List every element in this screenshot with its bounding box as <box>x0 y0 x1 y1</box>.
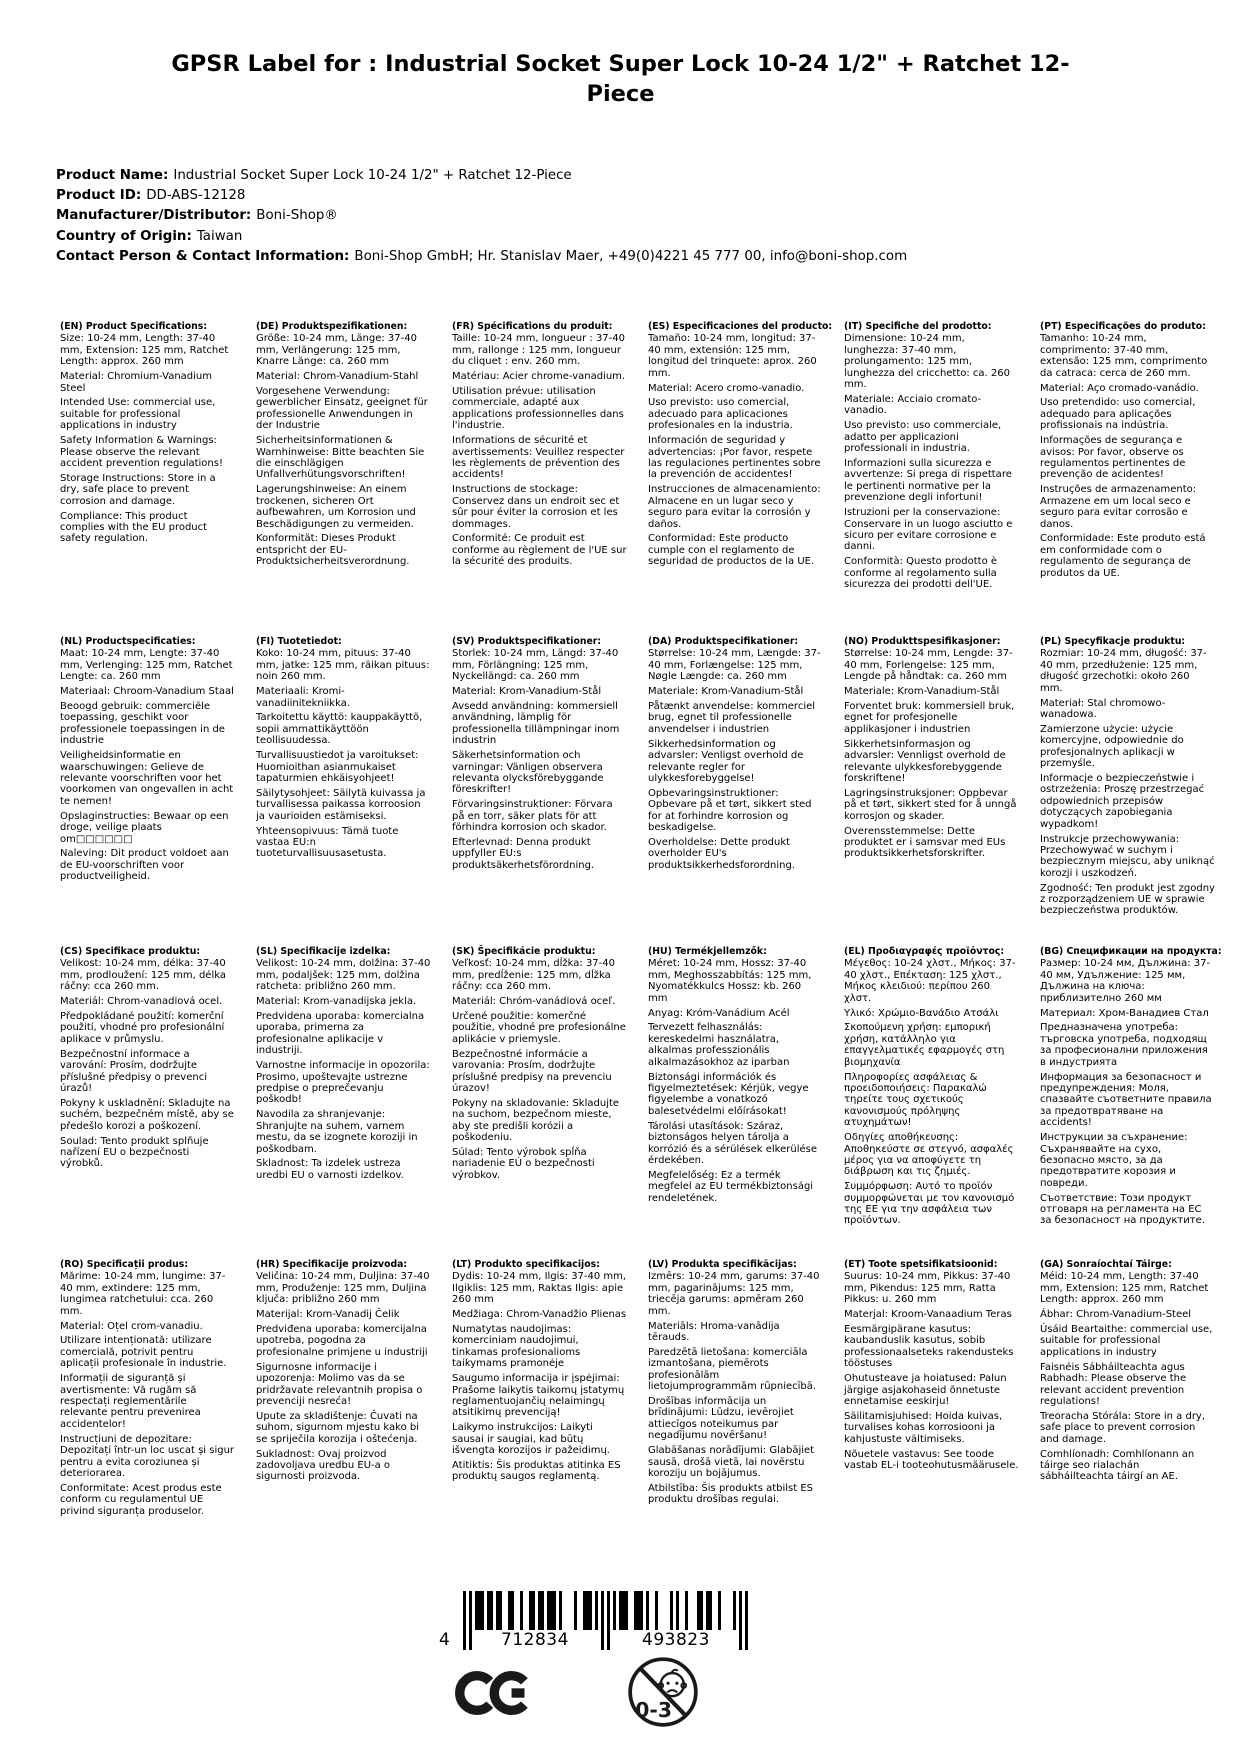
section-paragraph: Opbevaringsinstruktioner: Opbevare på et tørt, sikkert sted for at forhindre korrosion og beskadigelse. <box>648 787 812 834</box>
section-heading: (HR) Specifikacije proizvoda: <box>256 1259 408 1270</box>
section-paragraph: Material: Chromium-Vanadium Steel <box>60 371 212 394</box>
section-paragraph: Tárolási utasítások: Száraz, biztonságos helyen tárolja a korrózió és a sérülések elkerülése érdekében. <box>648 1120 818 1166</box>
section-paragraph: Veiligheidsinformatie en waarschuwingen: Gelieve de relevante voorschriften voor het voorkomen van ongevallen in acht te nemen! <box>60 750 234 807</box>
section-paragraph: Súlad: Tento výrobok spĺňa nariadenie EÚ o bezpečnosti výrobkov. <box>452 1147 595 1181</box>
section-paragraph: Material: Aço cromado-vanádio. <box>1040 382 1199 394</box>
section-paragraph: Sikkerhetsinformasjon og advarsler: Vennligst overhold de relevante ulykkesforebyggende forskriftene! <box>844 738 1006 784</box>
section-paragraph: Treoracha Stórála: Store in a dry, safe place to prevent corrosion and damage. <box>1040 1410 1206 1445</box>
section-paragraph: Materjal: Kroom-Vanaadium Teras <box>844 1309 1012 1321</box>
lang-section-NO <box>844 636 1019 946</box>
lang-section-PL <box>1040 636 1215 946</box>
section-paragraph: Dimensione: 10-24 mm, lunghezza: 37-40 mm, prolungamento: 125 mm, lunghezza del cricchetto: ca. 260 mm. <box>844 333 1011 391</box>
section-paragraph: Drošības informācija un brīdinājumi: Lūdzu, ievērojiet attiecīgos noteikumus par negadījumu novēršanu! <box>648 1395 794 1442</box>
section-paragraph: Υλικό: Χρώμιο-Βανάδιο Ατσάλι <box>844 1007 999 1019</box>
section-paragraph: Size: 10-24 mm, Length: 37-40 mm, Extension: 125 mm, Ratchet Length: approx. 260 mm <box>60 333 229 368</box>
section-paragraph: Tervezett felhasználás: kereskedelmi használatra, alkalmas professzionális alkalmazásokhoz az iparban <box>648 1022 790 1068</box>
lang-section-GA <box>1040 1259 1215 1521</box>
section-paragraph: Faisnéis Sábháilteachta agus Rabhadh: Please observe the relevant accident prevention regulations! <box>1040 1361 1187 1407</box>
barcode-first-digit: 4 <box>439 1630 450 1650</box>
info-row-manufacturer <box>56 206 1201 226</box>
section-paragraph: Atbilstība: Šis produkts atbilst ES produktu drošības regulai. <box>648 1482 814 1506</box>
age-warning-icon <box>626 1655 700 1729</box>
section-paragraph: Conformidade: Este produto está em conformidade com o regulamento de segurança de produtos da UE. <box>1040 533 1206 579</box>
section-paragraph: Velikost: 10-24 mm, dolžina: 37-40 mm, podaljšek: 125 mm, dolžina ratcheta: približno 260 mm. <box>256 958 431 993</box>
section-paragraph: Información de seguridad y advertencias: ¡Por favor, respete las regulaciones pertinentes sobre la prevención de accidentes! <box>648 435 821 481</box>
section-paragraph: Conformità: Questo prodotto è conforme al regolamento sulla sicurezza dei prodotti dell'UE. <box>844 556 998 591</box>
lang-section-IT <box>844 321 1019 636</box>
section-paragraph: Materiāls: Hroma-vanādija tērauds. <box>648 1320 780 1343</box>
section-paragraph: Informations de sécurité et avertissements: Veuillez respecter les règlements de prévention des accidents! <box>452 435 625 481</box>
ean-barcode <box>439 1591 748 1651</box>
section-paragraph: Säilitamisjuhised: Hoida kuivas, turvalises kohas korrosiooni ja kahjustuste vältimiseks. <box>844 1410 1003 1445</box>
info-value: Boni-Shop® <box>256 208 338 224</box>
section-paragraph: Yhteensopivuus: Tämä tuote vastaa EU:n tuoteturvallisuusasetusta. <box>256 825 399 860</box>
lang-section-FR <box>452 321 627 636</box>
lang-section-NL <box>60 636 235 946</box>
section-paragraph: Uso previsto: uso commerciale, adatto per applicazioni professionali in industria. <box>844 420 1002 455</box>
section-paragraph: Matériau: Acier chrome-vanadium. <box>452 371 626 383</box>
section-paragraph: Eesmärgipärane kasutus: kaubanduslik kasutus, sobib professionaalseteks rakendusteks tööstuses <box>844 1324 1014 1370</box>
section-heading: (DE) Produktspezifikationen: <box>256 321 408 332</box>
ce-mark-icon <box>454 1664 536 1722</box>
info-row-country <box>56 227 1201 247</box>
section-heading: (SL) Specifikacije izdelka: <box>256 946 391 957</box>
info-row-contact <box>56 247 1201 267</box>
barcode-right-digits: 493823 <box>642 1630 710 1650</box>
section-paragraph: Material: Krom-vanadijska jekla. <box>256 996 417 1008</box>
section-paragraph: Overensstemmelse: Dette produktet er i samsvar med EUs produktsikkerhetsforskrifter. <box>844 825 1006 860</box>
section-heading: (EL) Προδιαγραφές προϊόντος: <box>844 946 1005 957</box>
section-paragraph: Méret: 10-24 mm, Hossz: 37-40 mm, Meghosszabbítás: 125 mm, Nyomatékkulcs Hossz: kb. 260 mm <box>648 958 812 1004</box>
section-paragraph: Konformität: Dieses Produkt entspricht der EU-Produktsicherheitsverordnung. <box>256 533 410 568</box>
info-label: Manufacturer/Distributor: <box>56 208 252 224</box>
section-paragraph: Instrucciones de almacenamiento: Almacene en un lugar seco y seguro para evitar la corrosión y daños. <box>648 484 821 530</box>
lang-section-HR <box>256 1259 431 1521</box>
section-paragraph: Turvallisuustiedot ja varoitukset: Huomioithan asianmukaiset tapaturmien ehkäisyohjeet! <box>256 750 419 784</box>
section-paragraph: Numatytas naudojimas: komerciniam naudojimui, tinkamas profesionalioms taikymams pramonėje <box>452 1324 581 1370</box>
section-paragraph: Materiale: Acciaio cromato-vanadio. <box>844 393 982 417</box>
section-paragraph: Predvidena uporaba: komercialna uporaba, primerna za profesionalne aplikacije v industriji. <box>256 1011 425 1057</box>
section-heading: (NO) Produkttspesifikasjoner: <box>844 636 1001 647</box>
section-heading: (PT) Especificações do produto: <box>1040 321 1206 332</box>
section-heading: (FI) Tuotetiedot: <box>256 636 342 647</box>
section-paragraph: Vorgesehene Verwendung: gewerblicher Einsatz, geeignet für professionelle Anwendungen in der Industrie <box>256 386 428 432</box>
section-paragraph: Tarkoitettu käyttö: kauppakäyttö, sopii ammattikäyttöön teollisuudessa. <box>256 712 423 747</box>
section-paragraph: Navodila za shranjevanje: Shranjujte na suhem, varnem mestu, da se izognete koroziji in poškodbam. <box>256 1109 418 1155</box>
section-paragraph: Conformitate: Acest produs este conform cu regulamentul UE privind siguranța produselor. <box>60 1482 222 1517</box>
section-paragraph: Méid: 10-24 mm, Length: 37-40 mm, Extension: 125 mm, Ratchet Length: approx. 260 mm <box>1040 1271 1209 1306</box>
section-paragraph: Materiál: Chrom-vanadiová ocel. <box>60 996 223 1008</box>
section-paragraph: Uso previsto: uso comercial, adecuado para aplicaciones profesionales en la industria. <box>648 397 793 432</box>
section-paragraph: Opslaginstructies: Bewaar op een droge, veilige plaats om□□□□□□ <box>60 810 229 845</box>
section-paragraph: Soulad: Tento produkt splňuje nařízení EU o bezpečnosti výrobků. <box>60 1135 209 1170</box>
section-paragraph: Uso pretendido: uso comercial, adequado para aplicações profissionais na indústria. <box>1040 397 1196 432</box>
lang-section-RO <box>60 1259 235 1521</box>
section-heading: (CS) Specifikace produktu: <box>60 946 201 957</box>
section-paragraph: Material: Chrom-Vanadium-Stahl <box>256 371 419 383</box>
section-paragraph: Medžiaga: Chrom-Vanadžio Plienas <box>452 1309 627 1321</box>
section-paragraph: Σκοπούμενη χρήση: εμπορική χρήση, κατάλληλο για επαγγελματικές εφαρμογές στη βιομηχανία <box>844 1022 1005 1068</box>
section-paragraph: Πληροφορίες ασφάλειας & προειδοποιήσεις: Παρακαλώ τηρείτε τους σχετικούς κανονισμούς πρόληψης ατυχημάτων! <box>844 1071 987 1129</box>
section-paragraph: Safety Information & Warnings: Please observe the relevant accident prevention regulations! <box>60 435 223 469</box>
section-paragraph: Инструкции за съхранение: Съхранявайте на сухо, безопасно място, за да предотвратите корозия и повреди. <box>1040 1132 1188 1189</box>
section-paragraph: Zgodność: Ten produkt jest zgodny z rozporządzeniem UE w sprawie bezpieczeństwa produktów. <box>1040 882 1215 917</box>
info-value: Boni-Shop GmbH; Hr. Stanislav Maer, +49(0)4221 45 777 00, info@boni-shop.com <box>354 248 908 264</box>
section-paragraph: Materiale: Krom-Vanadium-Stål <box>844 686 1000 698</box>
section-paragraph: Předpokládané použití: komerční použití, vhodné pro profesionální aplikace v průmyslu. <box>60 1011 225 1045</box>
section-paragraph: Úsáid Beartaithe: commercial use, suitable for professional applications in industry <box>1040 1324 1213 1358</box>
section-paragraph: Dydis: 10-24 mm, Ilgis: 37-40 mm, Ilgiklis: 125 mm, Raktas Ilgis: apie 260 mm <box>452 1271 627 1306</box>
section-paragraph: Storage Instructions: Store in a dry, safe place to prevent corrosion and damage. <box>60 472 216 507</box>
lang-section-SK <box>452 946 627 1259</box>
section-paragraph: Ohutusteave ja hoiatused: Palun järgige asjakohaseid õnnetuste ennetamise eeskirju! <box>844 1373 1007 1407</box>
section-heading: (FR) Spécifications du produit: <box>452 321 613 332</box>
page-title: GPSR Label for : Industrial Socket Super Lock 10-24 1/2" + Ratchet 12-Piece <box>171 51 1070 107</box>
section-paragraph: Ábhar: Chrom-Vanadium-Steel <box>1040 1309 1192 1321</box>
section-paragraph: Conformidad: Este producto cumple con el reglamento de seguridad de productos de la UE. <box>648 533 815 568</box>
section-heading: (IT) Specifiche del prodotto: <box>844 321 992 332</box>
section-paragraph: Informazioni sulla sicurezza e avvertenze: Si prega di rispettare le pertinenti normative per la prevenzione degli infortuni! <box>844 457 1012 504</box>
info-label: Country of Origin: <box>56 228 192 244</box>
section-paragraph: Upute za skladištenje: Čuvati na suhom, sigurnom mjestu kako bi se spriječila korozija i oštećenja. <box>256 1410 420 1445</box>
section-paragraph: Påtænkt anvendelse: kommerciel brug, egnet til professionelle anvendelser i industrien <box>648 701 816 735</box>
product-info <box>56 166 1201 267</box>
section-paragraph: Størrelse: 10-24 mm, Lengde: 37-40 mm, Forlengelse: 125 mm, Lengde på håndtak: ca. 260 mm <box>844 648 1013 683</box>
lang-section-PT <box>1040 321 1215 636</box>
section-paragraph: Utilizare intenționată: utilizare comercială, potrivit pentru aplicații profesionale în industrie. <box>60 1335 227 1370</box>
section-paragraph: Materiál: Chróm-vanádiová oceľ. <box>452 996 616 1008</box>
lang-section-DE <box>256 321 431 636</box>
section-paragraph: Conformité: Ce produit est conforme au règlement de l'UE sur la sécurité des produits. <box>452 533 627 568</box>
section-paragraph: Lagringsinstruksjoner: Oppbevar på et tørt, sikkert sted for å unngå korrosjon og skader. <box>844 787 1017 822</box>
barcode-module <box>745 1591 748 1650</box>
section-paragraph: Materiale: Krom-Vanadium-Stål <box>648 686 804 698</box>
section-paragraph: Materiał: Stal chromowo-wanadowa. <box>1040 697 1166 720</box>
section-paragraph: Varnostne informacije in opozorila: Prosimo, upoštevajte ustrezne predpise o preprečevanju poškodb! <box>256 1060 430 1106</box>
section-paragraph: Instructions de stockage: Conservez dans un endroit sec et sûr pour éviter la corrosion et les dommages. <box>452 484 620 530</box>
section-heading: (PL) Specyfikacje produktu: <box>1040 636 1186 647</box>
section-paragraph: Størrelse: 10-24 mm, Længde: 37-40 mm, Forlængelse: 125 mm, Nøgle Længde: ca. 260 mm <box>648 648 821 683</box>
section-paragraph: Maat: 10-24 mm, Lengte: 37-40 mm, Verlenging: 125 mm, Ratchet Lengte: ca. 260 mm <box>60 648 233 683</box>
section-paragraph: Predviđena uporaba: komercijalna upotreba, pogodna za profesionalne primjene u industriji <box>256 1324 428 1358</box>
info-label: Contact Person & Contact Information: <box>56 248 350 264</box>
section-heading: (SK) Špecifikácie produktu: <box>452 946 596 957</box>
section-paragraph: Förvaringsinstruktioner: Förvara på en torr, säker plats för att förhindra korrosion och skador. <box>452 799 613 834</box>
section-paragraph: Информация за безопасност и предупреждения: Моля, спазвайте съответните правила за предотвратяване на accidents! <box>1040 1071 1212 1129</box>
section-paragraph: Laikymo instrukcijos: Laikyti sausai ir saugiai, kad būtų išvengta korozijos ir pažeidimų. <box>452 1422 610 1457</box>
section-paragraph: Veličina: 10-24 mm, Duljina: 37-40 mm, Produženje: 125 mm, Duljina ključa: približno 260 mm <box>256 1271 430 1306</box>
section-paragraph: Pokyny k uskladnění: Skladujte na suchém, bezpečném místě, aby se předešlo korozi a poškození. <box>60 1097 234 1132</box>
lang-section-DA <box>648 636 823 946</box>
section-paragraph: Efterlevnad: Denna produkt uppfyller EU:s produktsäkerhetsförordning. <box>452 837 595 871</box>
section-heading: (EN) Product Specifications: <box>60 321 208 332</box>
section-paragraph: Istruzioni per la conservazione: Conservare in un luogo asciutto e sicuro per evitare corrosione e danni. <box>844 507 1013 553</box>
section-paragraph: Avsedd användning: kommersiell användning, lämplig för professionella tillämpningar inom industrin <box>452 701 620 747</box>
section-paragraph: Overholdelse: Dette produkt overholder EU's produktsikkerhedsforordning. <box>648 837 796 871</box>
section-paragraph: Instruções de armazenamento: Armazene em um local seco e seguro para evitar corrosão e danos. <box>1040 484 1197 530</box>
section-paragraph: Materiaal: Chroom-Vanadium Staal <box>60 686 234 698</box>
section-paragraph: Intended Use: commercial use, suitable for professional applications in industry <box>60 397 216 432</box>
section-paragraph: Určené použitie: komerčné použitie, vhodné pre profesionálne aplikácie v priemysle. <box>452 1011 626 1045</box>
section-paragraph: Sicherheitsinformationen & Warnhinweise: Bitte beachten Sie die einschlägigen Unfallverhütungsvorschriften! <box>256 435 425 481</box>
lang-section-HU <box>648 946 823 1259</box>
lang-section-BG <box>1040 946 1222 1259</box>
info-label: Product Name: <box>56 168 169 183</box>
section-heading: (GA) Sonraíochtaí Táirge: <box>1040 1259 1172 1270</box>
section-paragraph: Skladnost: Ta izdelek ustreza uredbi EU o varnosti izdelkov. <box>256 1158 404 1181</box>
section-paragraph: Informații de siguranță și avertismente: Vă rugăm să respectați reglementările relevante pentru prevenirea accidentelor! <box>60 1373 201 1430</box>
section-heading: (NL) Productspecificaties: <box>60 636 196 647</box>
info-value: Taiwan <box>196 228 243 244</box>
section-paragraph: Μέγεθος: 10-24 χλστ., Μήκος: 37-40 χλστ., Επέκταση: 125 χλστ., Μήκος κλειδιού: περίπου 260 χλστ. <box>844 958 1016 1004</box>
section-paragraph: Materijal: Krom-Vanadij Čelik <box>256 1309 400 1321</box>
section-paragraph: Säkerhetsinformation och varningar: Vänligen observera relevanta olycksförebyggande föreskrifter! <box>452 750 604 796</box>
section-paragraph: Sikkerhedsinformation og advarsler: Venligst overhold de relevante regler for ulykkesforebyggelse! <box>648 738 804 784</box>
section-paragraph: Naleving: Dit product voldoet aan de EU-voorschriften voor productveiligheid. <box>60 848 229 883</box>
language-grid <box>60 321 1222 1521</box>
section-heading: (LV) Produkta specifikācijas: <box>648 1259 797 1270</box>
section-paragraph: Izmērs: 10-24 mm, garums: 37-40 mm, pagarinājums: 125 mm, triecēja garums: apmēram 260 mm. <box>648 1271 820 1317</box>
info-row-product-id <box>56 186 1201 206</box>
section-paragraph: Nõuetele vastavus: See toode vastab EL-i tooteohutusmäärusele. <box>844 1448 1019 1471</box>
section-paragraph: Tamanho: 10-24 mm, comprimento: 37-40 mm, extensão: 125 mm, comprimento da catraca: cerca de 260 mm. <box>1040 333 1208 379</box>
section-paragraph: Paredzētā lietošana: komerciāla izmantošana, piemērots profesionālām lietojumprogrammām rūpniecībā. <box>648 1346 817 1393</box>
section-paragraph: Koko: 10-24 mm, pituus: 37-40 mm, jatke: 125 mm, räikan pituus: noin 260 mm. <box>256 648 430 683</box>
section-paragraph: Instrucțiuni de depozitare: Depozitați într-un loc uscat și sigur pentru a evita coroziunea și deteriorarea. <box>60 1433 235 1479</box>
section-paragraph: Beoogd gebruik: commerciële toepassing, geschikt voor professionele toepassingen in de industrie <box>60 701 225 747</box>
lang-section-FI <box>256 636 431 946</box>
section-paragraph: Glabāšanas norādījumi: Glabājiet sausā, drošā vietā, lai novērstu koroziju un bojājumus. <box>648 1445 815 1479</box>
section-paragraph: Οδηγίες αποθήκευσης: Αποθηκεύστε σε στεγνό, ασφαλές μέρος για να αποφύγετε τη διάβρωση και τις ζημιές. <box>844 1132 1014 1178</box>
section-paragraph: Bezpečnostní informace a varování: Prosím, dodržujte příslušné předpisy o prevenci úrazů! <box>60 1048 207 1094</box>
section-paragraph: Megfelelőség: Ez a termék megfelel az EU termékbiztonsági rendeletének. <box>648 1169 814 1204</box>
lang-section-LV <box>648 1259 823 1521</box>
lang-section-ET <box>844 1259 1019 1521</box>
section-paragraph: Velikost: 10-24 mm, délka: 37-40 mm, prodloužení: 125 mm, délka ráčny: cca 260 mm. <box>60 958 226 993</box>
lang-section-ES <box>648 321 833 636</box>
section-heading: (BG) Спецификации на продукта: <box>1040 946 1222 957</box>
age-warning-label: 0-3 <box>635 1697 673 1722</box>
lang-section-LT <box>452 1259 627 1521</box>
section-paragraph: Размер: 10-24 мм, Дължина: 37-40 мм, Удължение: 125 мм, Дължина на ключа: приблизително 260 мм <box>1040 958 1211 1004</box>
section-paragraph: Taille: 10-24 mm, longueur : 37-40 mm, rallonge : 125 mm, longueur du cliquet : env. 260 mm. <box>452 333 625 368</box>
section-paragraph: Saugumo informacija ir įspėjimai: Prašome laikytis taikomų įstatymų reglamentuojančių nelaimingų atsitikimų prevenciją! <box>452 1373 625 1419</box>
section-paragraph: Sukladnost: Ovaj proizvod zadovoljava uredbu EU-a o sigurnosti proizvoda. <box>256 1448 391 1483</box>
section-paragraph: Suurus: 10-24 mm, Pikkus: 37-40 mm, Pikendus: 125 mm, Ratta Pikkus: u. 260 mm <box>844 1271 1011 1306</box>
section-paragraph: Atitiktis: Šis produktas atitinka ES produktų saugos reglamentą. <box>452 1460 621 1483</box>
section-paragraph: Tamaño: 10-24 mm, longitud: 37-40 mm, extensión: 125 mm, longitud del trinquete: aprox. 260 mm. <box>648 333 817 379</box>
section-paragraph: Material: Acero cromo-vanadio. <box>648 382 805 394</box>
lang-section-SL <box>256 946 431 1259</box>
section-paragraph: Informacje o bezpieczeństwie i ostrzeżenia: Proszę przestrzegać odpowiednich przepisów dotyczących zapobiegania wypadkom! <box>1040 772 1205 830</box>
lang-section-EN <box>60 321 235 636</box>
section-paragraph: Größe: 10-24 mm, Länge: 37-40 mm, Verlängerung: 125 mm, Knarre Länge: ca. 260 mm <box>256 333 417 368</box>
lang-section-SV <box>452 636 627 946</box>
section-paragraph: Informações de segurança e avisos: Por favor, observe os regulamentos pertinentes de prevenção de acidentes! <box>1040 435 1186 481</box>
section-heading: (LT) Produkto specifikacijos: <box>452 1259 600 1270</box>
lang-section-CS <box>60 946 235 1259</box>
section-paragraph: Συμμόρφωση: Αυτό το προϊόν συμμορφώνεται με τον κανονισμό της ΕΕ για την ασφάλεια των προϊόντων. <box>844 1181 1015 1227</box>
section-paragraph: Rozmiar: 10-24 mm, długość: 37-40 mm, przedłużenie: 125 mm, długość grzechotki: około 260 mm. <box>1040 648 1207 694</box>
section-heading: (ES) Especificaciones del producto: <box>648 321 833 332</box>
info-value: DD-ABS-12128 <box>146 188 246 204</box>
section-paragraph: Bezpečnostné informácie a varovania: Prosím, dodržujte príslušné predpisy na prevenciu úrazov! <box>452 1048 612 1094</box>
section-paragraph: Anyag: Króm-Vanádium Acél <box>648 1007 790 1019</box>
lang-section-EL <box>844 946 1019 1259</box>
section-paragraph: Compliance: This product complies with the EU product safety regulation. <box>60 510 208 545</box>
section-paragraph: Forventet bruk: kommersiell bruk, egnet for profesjonelle applikasjoner i industrien <box>844 701 1015 735</box>
info-row-product-name <box>56 166 1201 186</box>
info-label: Product ID: <box>56 188 142 204</box>
section-paragraph: Comhlíonadh: Comhlíonann an táirge seo rialachán sábháilteachta táirgí an AE. <box>1040 1448 1195 1483</box>
section-paragraph: Lagerungshinweise: An einem trockenen, sicheren Ort aufbewahren, um Korrosion und Beschädigungen zu vermeiden. <box>256 484 416 530</box>
section-paragraph: Instrukcje przechowywania: Przechowywać w suchym i bezpiecznym miejscu, aby uniknąć korozji i uszkodzeń. <box>1040 833 1215 879</box>
section-paragraph: Storlek: 10-24 mm, Längd: 37-40 mm, Förlängning: 125 mm, Nyckellängd: ca. 260 mm <box>452 648 619 683</box>
section-paragraph: Säilytysohjeet: Säilytä kuivassa ja turvallisessa paikassa korroosion ja vaurioiden estämiseksi. <box>256 787 426 822</box>
section-heading: (ET) Toote spetsifikatsioonid: <box>844 1259 998 1270</box>
section-heading: (SV) Produktspecifikationer: <box>452 636 602 647</box>
section-heading: (DA) Produktspecifikationer: <box>648 636 799 647</box>
info-value: Industrial Socket Super Lock 10-24 1/2" + Ratchet 12-Piece <box>173 168 572 183</box>
section-paragraph: Materiaali: Kromi-vanadiinitekniikka. <box>256 686 351 709</box>
section-paragraph: Материал: Хром-Ванадиев Стал <box>1040 1007 1209 1019</box>
section-paragraph: Material: Krom-Vanadium-Stål <box>452 686 602 698</box>
section-heading: (HU) Termékjellemzők: <box>648 946 767 957</box>
section-paragraph: Biztonsági információk és figyelmeztetések: Kérjük, vegye figyelembe a vonatkozó balesetvédelmi előírásokat! <box>648 1071 809 1117</box>
section-paragraph: Pokyny na skladovanie: Skladujte na suchom, bezpečnom mieste, aby ste predišli korózii a poškodeniu. <box>452 1097 620 1144</box>
section-paragraph: Utilisation prévue: utilisation commerciale, adapté aux applications professionnelles dans l'industrie. <box>452 386 624 432</box>
section-paragraph: Предназначена употреба: търговска употреба, подходящ за професионални приложения в индустрията <box>1040 1022 1208 1068</box>
section-paragraph: Mărime: 10-24 mm, lungime: 37-40 mm, extindere: 125 mm, lungimea ratchetului: cca. 260 mm. <box>60 1271 226 1317</box>
section-paragraph: Veľkosť: 10-24 mm, dĺžka: 37-40 mm, predĺženie: 125 mm, dĺžka ráčny: cca 260 mm. <box>452 958 615 993</box>
section-paragraph: Zamierzone użycie: użycie komercyjne, odpowiednie do profesjonalnych aplikacji w przemyśle. <box>1040 723 1184 770</box>
section-paragraph: Съответствие: Този продукт отговаря на регламента на ЕС за безопасност на продуктите. <box>1040 1192 1205 1227</box>
section-heading: (RO) Specificații produs: <box>60 1259 189 1270</box>
section-paragraph: Sigurnosne informacije i upozorenja: Molimo vas da se pridržavate relevantnih propisa o prevenciji nesreća! <box>256 1361 423 1407</box>
barcode-left-digits: 712834 <box>501 1630 569 1650</box>
section-paragraph: Material: Oțel crom-vanadiu. <box>60 1320 203 1332</box>
